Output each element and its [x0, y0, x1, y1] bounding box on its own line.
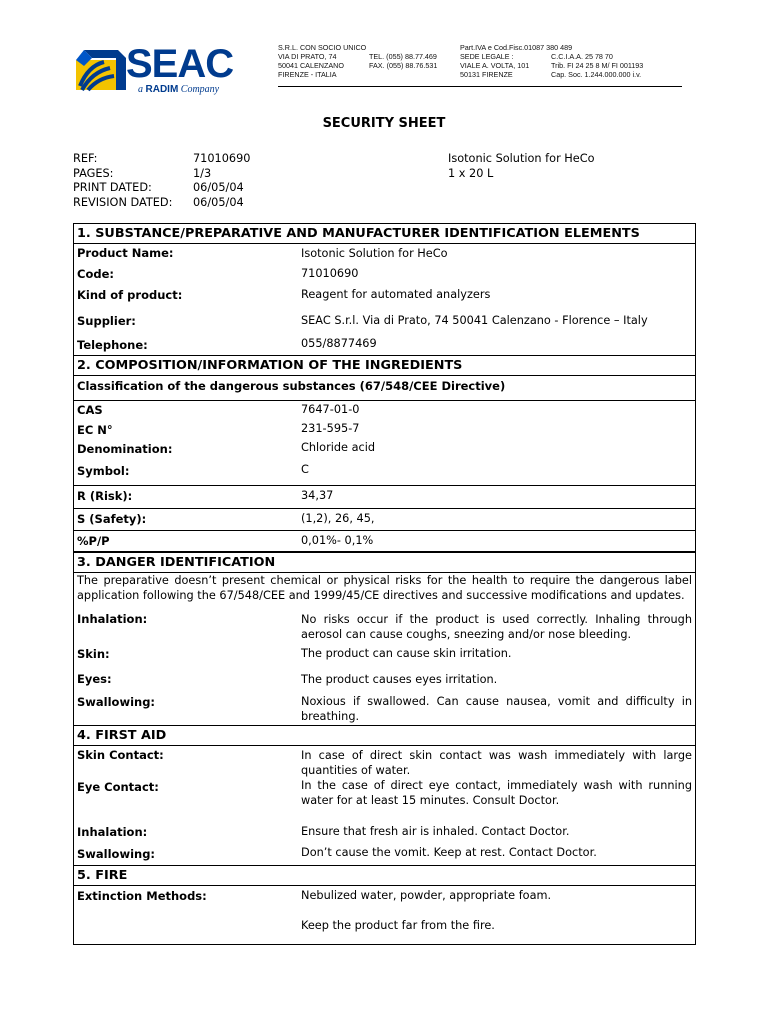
section-1-body [74, 244, 695, 356]
field-label: EC N° [77, 423, 113, 437]
ref-labels [73, 152, 172, 210]
header-line: TEL. (055) 88.77.469 [369, 52, 437, 61]
section-2-row [74, 531, 695, 552]
safety-sheet-table [73, 223, 696, 945]
ref-label: REVISION DATED: [73, 195, 173, 209]
header-line: VIALE A. VOLTA, 101 [460, 61, 530, 70]
field-label: Eye Contact: [77, 780, 159, 794]
field-label: Skin Contact: [77, 748, 164, 762]
section-subheading: Classification of the dangerous substances (67/548/CEE Directive) [74, 376, 695, 401]
header-line: SEDE LEGALE : [460, 52, 514, 61]
field-label: Telephone: [77, 338, 148, 352]
field-label: %P/P [77, 534, 110, 548]
field-label: R (Risk): [77, 489, 133, 503]
section-2-row [74, 509, 695, 531]
field-value: Nebulized water, powder, appropriate foam. [301, 889, 552, 902]
ref-label: PAGES: [73, 166, 114, 180]
ref-product-name: Isotonic Solution for HeCo [448, 152, 595, 165]
field-value: 34,37 [301, 489, 334, 502]
ref-value: 06/05/04 [193, 181, 244, 195]
field-label: Swallowing: [77, 695, 156, 709]
field-value: 231-595-7 [301, 422, 360, 435]
page-title: SECURITY SHEET [322, 116, 446, 131]
header-line: S.R.L. CON SOCIO UNICO [278, 43, 367, 52]
field-value: 7647-01-0 [301, 403, 360, 416]
field-value-note: Keep the product far from the fire. [301, 919, 495, 932]
ref-value: 1/3 [193, 166, 212, 180]
field-value: Isotonic Solution for HeCo [301, 247, 448, 260]
field-value: Ensure that fresh air is inhaled. Contact Doctor. [301, 825, 570, 838]
section-4-body [74, 746, 695, 866]
logo-emblem-icon [74, 46, 128, 94]
field-label: Supplier: [77, 314, 136, 328]
section-heading: 1. SUBSTANCE/PREPARATIVE AND MANUFACTURER IDENTIFICATION ELEMENTS [74, 224, 695, 244]
company-address [278, 43, 366, 79]
ref-value: 71010690 [193, 152, 251, 165]
field-value: Reagent for automated analyzers [301, 288, 491, 301]
header-line [369, 43, 437, 52]
danger-intro: The preparative doesn’t present chemical or physical risks for the health to require the dangerous label application following the 67/548/CEE and 1999/45/CE directives and successive modifications and updates. [77, 574, 692, 602]
logo-tagline [138, 84, 219, 95]
field-label: S (Safety): [77, 512, 147, 526]
section-heading: 5. FIRE [74, 866, 695, 886]
ref-product-pack: 1 x 20 L [448, 166, 494, 180]
field-label: Denomination: [77, 442, 173, 456]
header-line: 50131 FIRENZE [460, 70, 513, 79]
logo-wordmark: SEAC [126, 42, 234, 86]
company-phone [369, 43, 437, 79]
ref-label: PRINT DATED: [73, 181, 152, 195]
field-value: Noxious if swallowed. Can cause nausea, vomit and difficulty in breathing. [301, 695, 692, 723]
section-2-body [74, 401, 695, 486]
field-value: In the case of direct eye contact, immediately wash with running water for at least 15 minutes. Consult Doctor. [301, 779, 692, 807]
logo-tagline-suffix: Company [180, 84, 220, 95]
field-value: SEAC S.r.l. Via di Prato, 74 50041 Calenzano - Florence – Italy [301, 314, 648, 327]
ref-value: 06/05/04 [193, 195, 244, 209]
header-rule [278, 86, 682, 87]
header-line: FAX. (055) 88.76.531 [369, 61, 438, 70]
header-line: Part.IVA e Cod.Fisc.01087 380 489 [460, 43, 573, 52]
section-heading: 3. DANGER IDENTIFICATION [74, 552, 695, 573]
header-line [369, 70, 437, 79]
field-label: Eyes: [77, 672, 112, 686]
section-heading: 2. COMPOSITION/INFORMATION OF THE INGREDIENTS [74, 356, 695, 376]
section-3-body [74, 573, 695, 726]
header-line: C.C.I.A.A. 25 78 70 [551, 52, 613, 61]
field-value: Chloride acid [301, 441, 376, 454]
section-2-row [74, 486, 695, 509]
field-value: C [301, 463, 309, 476]
field-value: In case of direct skin contact was wash immediately with large quantities of water. [301, 749, 692, 777]
header-line [551, 43, 643, 52]
field-value: (1,2), 26, 45, [301, 512, 375, 525]
section-heading: 4. FIRST AID [74, 726, 695, 746]
ref-values [193, 152, 251, 210]
section-5-body [74, 886, 695, 944]
ref-label: REF: [73, 152, 98, 165]
field-label: Code: [77, 267, 114, 281]
company-logo [74, 44, 244, 96]
ref-product [448, 152, 595, 181]
field-value: 71010690 [301, 267, 359, 280]
field-value: No risks occur if the product is used correctly. Inhaling through aerosol can cause coughs, sneezing and/or nose bleeding. [301, 613, 692, 641]
header-line: VIA DI PRATO, 74 [278, 52, 337, 61]
header-line: FIRENZE - ITALIA [278, 70, 337, 79]
field-label: Swallowing: [77, 847, 156, 861]
field-label: CAS [77, 403, 103, 417]
company-chamber [551, 43, 643, 79]
field-label: Inhalation: [77, 825, 148, 839]
logo-tagline-prefix: a [138, 84, 143, 95]
field-label: Inhalation: [77, 612, 148, 626]
header-line: Cap. Soc. 1.244.000.000 i.v. [551, 70, 642, 79]
field-label: Skin: [77, 647, 110, 661]
field-value: 0,01%- 0,1% [301, 534, 374, 547]
field-label: Kind of product: [77, 288, 183, 302]
field-value: 055/8877469 [301, 337, 377, 350]
header-line: 50041 CALENZANO [278, 61, 344, 70]
field-label: Extinction Methods: [77, 889, 207, 903]
field-label: Symbol: [77, 464, 130, 478]
field-value: The product causes eyes irritation. [301, 673, 498, 686]
header-line: Trib. FI 24 25 8 M/ FI 001193 [551, 61, 644, 70]
field-value: Don’t cause the vomit. Keep at rest. Contact Doctor. [301, 846, 597, 859]
field-label: Product Name: [77, 246, 174, 260]
field-value: The product can cause skin irritation. [301, 647, 512, 660]
logo-tagline-brand: RADIM [145, 84, 179, 95]
